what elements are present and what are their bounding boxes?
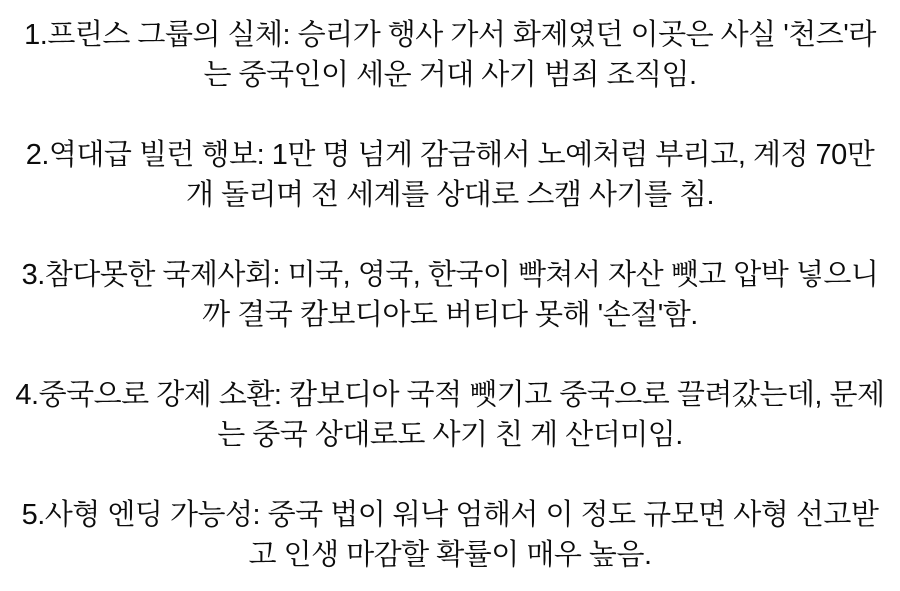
paragraph-1-line-2: 는 중국인이 세운 거대 사기 범죄 조직임. bbox=[203, 59, 697, 91]
paragraph-4 bbox=[0, 375, 900, 455]
paragraph-1 bbox=[0, 15, 900, 95]
paragraph-5 bbox=[0, 495, 900, 575]
paragraph-4-line-2: 는 중국 상대로도 사기 친 게 산더미임. bbox=[217, 419, 683, 451]
paragraph-4-line-1: 4.중국으로 강제 소환: 캄보디아 국적 뺏기고 중국으로 끌려갔는데, 문제 bbox=[15, 379, 885, 411]
paragraph-2 bbox=[0, 135, 900, 215]
paragraph-3-line-1: 3.참다못한 국제사회: 미국, 영국, 한국이 빡쳐서 자산 뺏고 압박 넣으니 bbox=[21, 259, 879, 291]
paragraph-2-line-1: 2.역대급 빌런 행보: 1만 명 넘게 감금해서 노예처럼 부리고, 계정 70만 bbox=[25, 139, 875, 171]
paragraph-5-line-2: 고 인생 마감할 확률이 매우 높음. bbox=[248, 539, 652, 571]
paragraph-2-line-2: 개 돌리며 전 세계를 상대로 스캠 사기를 침. bbox=[185, 179, 715, 211]
paragraph-3 bbox=[0, 255, 900, 335]
paragraph-1-line-1: 1.프린스 그룹의 실체: 승리가 행사 가서 화제였던 이곳은 사실 '천즈'라 bbox=[24, 19, 876, 51]
paragraph-3-line-2: 까 결국 캄보디아도 버티다 못해 '손절'함. bbox=[202, 299, 698, 331]
paragraph-5-line-1: 5.사형 엔딩 가능성: 중국 법이 워낙 엄해서 이 정도 규모면 사형 선고받 bbox=[21, 499, 879, 531]
